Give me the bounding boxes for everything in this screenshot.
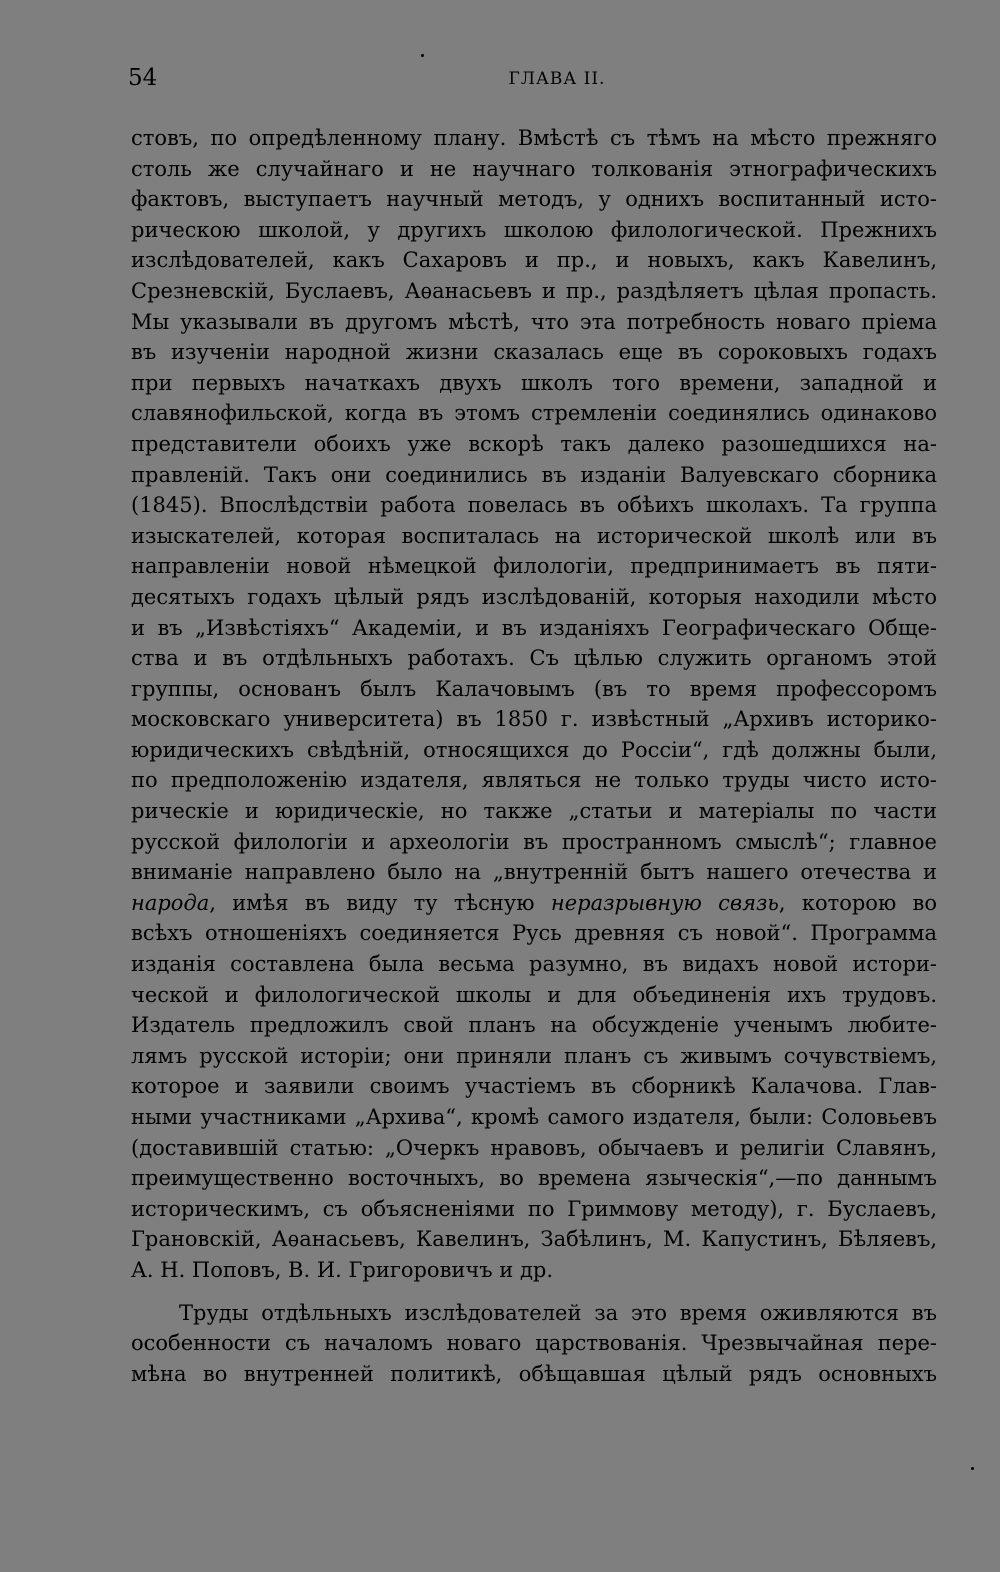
text-line: ческой и филологической школы и для объединенія ихъ трудовъ.: [131, 982, 937, 1007]
text-line: въ изученіи народной жизни сказалась еще въ сороковыхъ годахъ: [131, 340, 937, 365]
text-fragment: , имѣя въ виду ту тѣсную: [209, 890, 551, 915]
print-speck: [421, 54, 424, 57]
text-line: Грановскій, Аѳанасьевъ, Кавелинъ, Забѣлинъ, М. Капустинъ, Бѣляевъ,: [131, 1227, 937, 1252]
text-line: Труды отдѣльныхъ изслѣдователей за это время оживляются въ: [179, 1300, 937, 1325]
text-line: рическою школой, у другихъ школою филологической. Прежнихъ: [131, 217, 937, 242]
text-line: группы, основанъ былъ Калачовымъ (въ то время профессоромъ: [131, 676, 937, 701]
text-line-italic: [131, 888, 937, 919]
text-line: славянофильской, когда въ этомъ стремленіи соединялись одинаково: [131, 401, 937, 426]
text-line: которое и заявили своимъ участіемъ въ сборникѣ Калачова. Глав-: [131, 1074, 937, 1099]
text-fragment: , которою во: [778, 890, 937, 915]
paragraph-gap: [131, 1286, 937, 1298]
text-line: мѣна во внутренней политикѣ, обѣщавшая цѣлый рядъ основныхъ: [131, 1361, 937, 1386]
text-line: столь же случайнаго и не научнаго толкованія этнографическихъ: [131, 156, 937, 181]
text-line: Мы указывали въ другомъ мѣстѣ, что эта потребность новаго пріема: [131, 309, 937, 334]
text-line: рическіе и юридическіе, но также „статьи и матеріалы по части: [131, 799, 937, 824]
text-line: всѣхъ отношеніяхъ соединяется Русь древняя съ новой“. Программа: [131, 921, 937, 946]
text-line: преимущественно восточныхъ, во времена языческія“,—по даннымъ: [131, 1166, 937, 1191]
page-number: 54: [128, 65, 158, 91]
text-line: и въ „Извѣстіяхъ“ Академіи, и въ изданіяхъ Географическаго Обще-: [131, 615, 937, 640]
text-line: русской филологіи и археологіи въ пространномъ смыслѣ“; главное: [131, 829, 937, 854]
text-line: представители обоихъ уже вскорѣ такъ далеко разошедшихся на-: [131, 431, 937, 456]
text-line: при первыхъ начаткахъ двухъ школъ того времени, западной и: [131, 370, 937, 395]
text-line: изыскателей, которая воспиталась на исторической школѣ или въ: [131, 523, 937, 548]
text-line: историческимъ, съ объясненіями по Гриммову методу), г. Буслаевъ,: [131, 1196, 937, 1221]
text-line: Срезневскій, Буслаевъ, Аѳанасьевъ и пр., раздѣляетъ цѣлая пропасть.: [131, 278, 937, 303]
italic-word: народа: [131, 890, 210, 915]
text-line: стовъ, по опредѣленному плану. Вмѣстѣ съ тѣмъ на мѣсто прежняго: [131, 126, 937, 150]
paragraph-2: [131, 1298, 937, 1390]
text-line: ными участниками „Архива“, кромѣ самого издателя, были: Соловьевъ: [131, 1105, 937, 1129]
text-line: изслѣдователей, какъ Сахаровъ и пр., и новыхъ, какъ Кавелинъ,: [131, 248, 937, 273]
text-line: особенности съ началомъ новаго царствованія. Чрезвычайная пере-: [131, 1331, 937, 1356]
text-line: десятыхъ годахъ цѣлый рядъ изслѣдованій, которыя находили мѣсто: [131, 584, 937, 609]
text-line: вниманіе направлено было на „внутренній бытъ нашего отечества и: [131, 860, 937, 885]
paragraph-1-end: [131, 918, 937, 1285]
text-line: лямъ русской исторіи; они приняли планъ съ живымъ сочувствіемъ,: [131, 1043, 937, 1068]
text-line: юридическихъ свѣдѣній, относящихся до Россіи“, гдѣ должны были,: [131, 737, 937, 762]
page-header: [128, 60, 936, 96]
text-line: по предположенію издателя, являться не только труды чисто исто-: [131, 768, 937, 793]
text-line: (доставившій статью: „Очеркъ нравовъ, обычаевъ и религіи Славянъ,: [131, 1135, 937, 1160]
paragraph-1: [131, 123, 937, 888]
text-line: московскаго университета) въ 1850 г. извѣстный „Архивъ историко-: [131, 707, 937, 732]
text-line: фактовъ, выступаетъ научный методъ, у однихъ воспитанный исто-: [131, 187, 937, 212]
italic-phrase: неразрывную связь: [550, 890, 779, 915]
text-line: изданія составлена была весьма разумно, въ видахъ новой истори-: [131, 952, 937, 977]
text-line: ства и въ отдѣльныхъ работахъ. Съ цѣлью служить органомъ этой: [131, 646, 937, 671]
text-line: А. Н. Поповъ, В. И. Григоровичъ и др.: [131, 1257, 554, 1282]
running-head: ГЛАВА II.: [508, 69, 606, 89]
text-line: Издатель предложилъ свой планъ на обсужденіе ученымъ любите-: [131, 1013, 937, 1038]
text-line: (1845). Впослѣдствіи работа повелась въ обѣихъ школахъ. Та группа: [131, 493, 937, 518]
text-line: направленіи новой нѣмецкой филологіи, предпринимаетъ въ пяти-: [131, 554, 937, 579]
text-line: правленій. Такъ они соединились въ изданіи Валуевскаго сборника: [131, 462, 937, 487]
print-speck: [971, 1467, 974, 1470]
body-text: [131, 123, 937, 1389]
